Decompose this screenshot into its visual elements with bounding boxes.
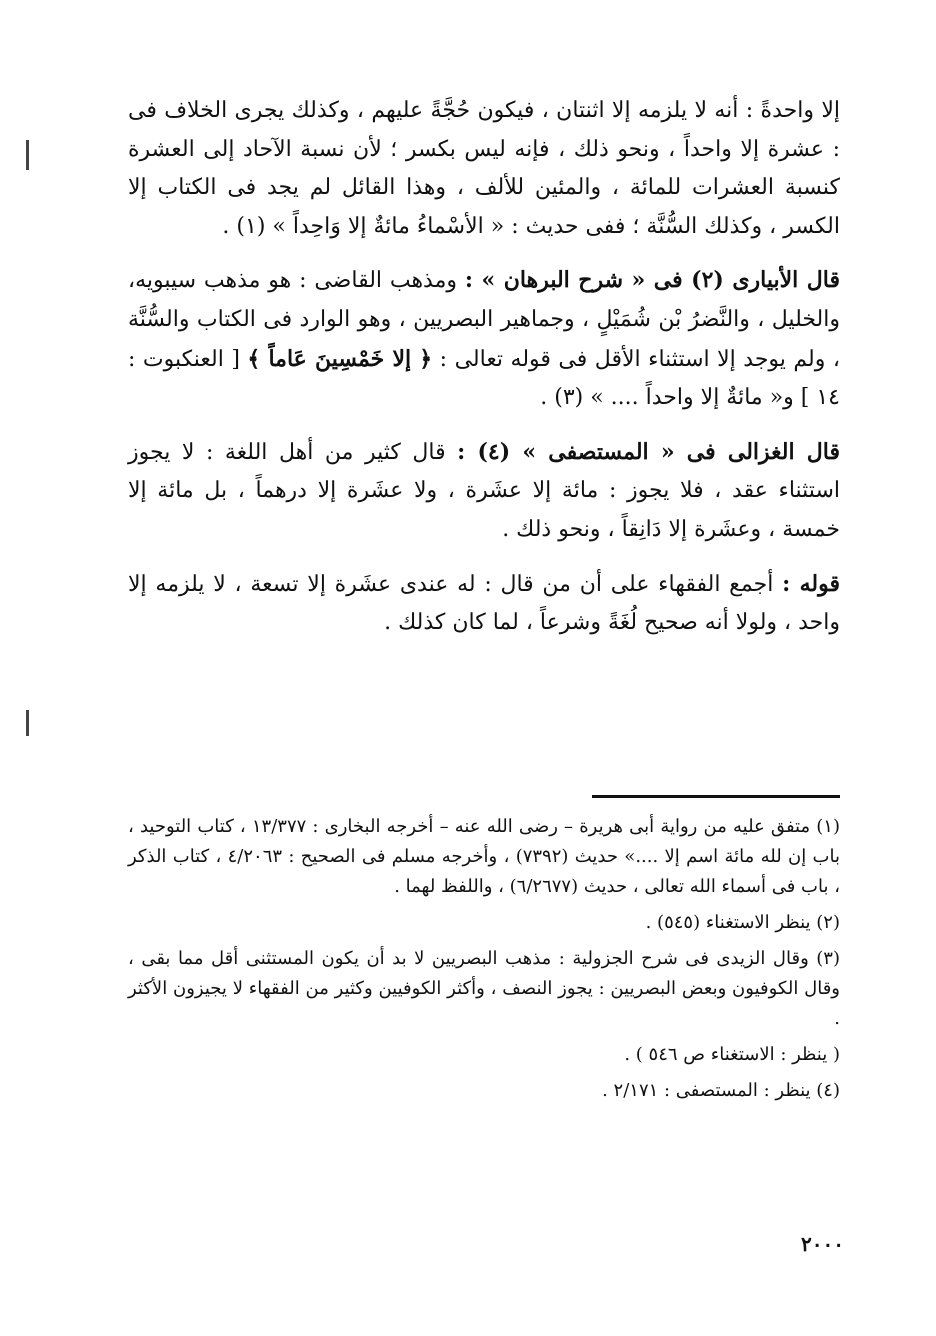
footnote: ( ينظر : الاستغناء ص ٥٤٦ ) . <box>624 1044 840 1065</box>
paragraph-lead: قال الأبيارى (٢) فى « شرح البرهان » : <box>464 267 840 294</box>
paragraph-lead: قوله : <box>782 570 840 597</box>
footnote: (١) متفق عليه من رواية أبى هريرة – رضى الله عنه – أخرجه البخارى : ١٣/٣٧٧ ، كتاب التوحيد ، باب إن لله مائة اسم إلا ....» حديث (٧٣٩٢) ، وأخرجه مسلم فى الصحيح : ٤/٢٠٦٣ ، كتاب الذكر ، باب فى أسماء الله تعالى ، حديث (٦/٢٦٧٧) ، واللفظ لهما . <box>128 816 840 897</box>
paragraph <box>128 261 840 417</box>
page-number: ٢٠٠٠ <box>801 1232 844 1256</box>
paragraph-text: إلا واحدةً : أنه لا يلزمه إلا اثنتان ، فيكون حُجَّةً عليهم ، وكذلك يجرى الخلاف فى : عشرة إلا واحداً ، ونحو ذلك ، فإنه ليس بكسر ؛ لأن نسبة الآحاد إلى العشرة كنسبة العشرات للمائة ، والمئين للألف ، وهذا القائل لم يجد فى الكتاب إلا الكسر ، وكذلك السُّنَّة ؛ ففى حديث : « الأسْماءُ مائةٌ إلا وَاحِداً » (١) . <box>128 98 840 239</box>
paragraph <box>128 433 840 550</box>
binding-mark <box>26 140 29 170</box>
paragraph-text: أجمع الفقهاء على أن من قال : له عندى عشَرة إلا تسعة ، لا يلزمه إلا واحد ، ولولا أنه صحيح لُغَةً وشرعاً ، لما كان كذلك . <box>128 571 840 636</box>
quran-verse: ﴿ إلا خَمْسِينَ عَاماً ﴾ <box>247 345 433 372</box>
paragraph-text: ومذهب القاضى : هو مذهب سيبويه، والخليل ، والنَّضرُ بْن شُمَيْلٍ ، وجماهير البصريين ، وهو الوارد فى الكتاب والسُّنَّة ، ولم يوجد إلا استثناء الأقل فى قوله تعالى : <box>128 268 840 372</box>
footnote: (٤) ينظر : المستصفى : ٢/١٧١ . <box>602 1080 840 1101</box>
paragraph-lead: قال الغزالى فى « المستصفى » (٤) : <box>457 438 841 465</box>
paragraph <box>128 565 840 643</box>
binding-mark <box>26 710 29 736</box>
paragraph-tail: [ العنكبوت : ١٤ ] و« مائةٌ إلا واحداً .... » (٣) . <box>128 346 840 411</box>
paragraph <box>128 92 840 246</box>
footnote: (٢) ينظر الاستغناء (٥٤٥) . <box>645 912 840 933</box>
main-text <box>128 92 840 658</box>
footnotes <box>128 812 840 1112</box>
footnote-divider <box>592 795 840 798</box>
paragraph-text: قال كثير من أهل اللغة : لا يجوز استثناء عقد ، فلا يجوز : مائة إلا عشَرة ، ولا عشَرة إلا درهماً ، بل مائة إلا خمسة ، وعشَرة إلا دَانِقاً ، ونحو ذلك . <box>128 439 840 542</box>
footnote: (٣) وقال الزيدى فى شرح الجزولية : مذهب البصريين لا بد أن يكون المستثنى أقل مما بقى ، وقال الكوفيون وبعض البصريين : يجوز النصف ، وأكثر الكوفيين وكثير من الفقهاء لا يجيزون الأكثر . <box>128 948 840 1029</box>
